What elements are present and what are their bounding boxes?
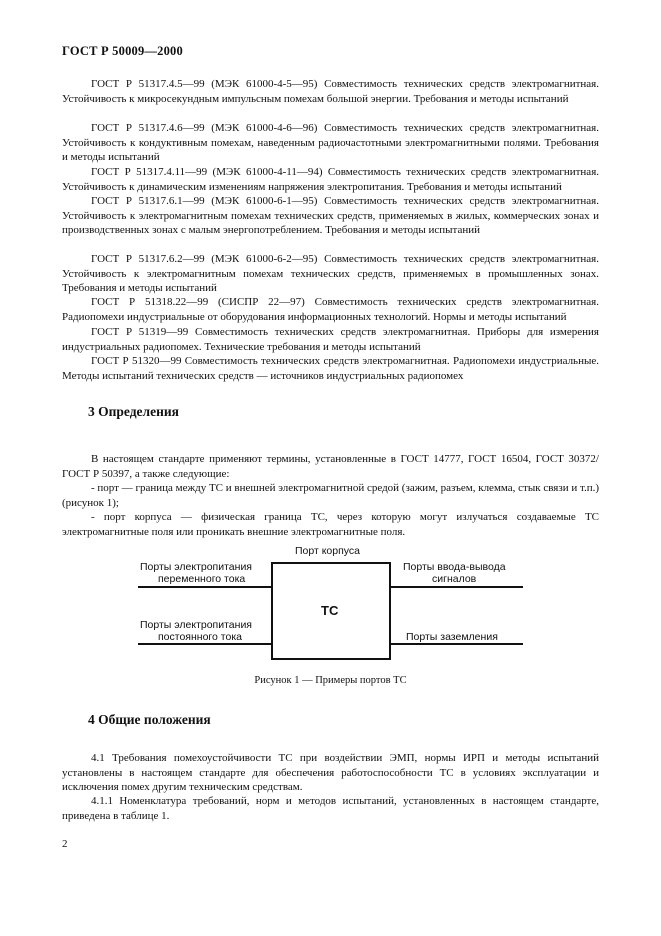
clause-4-1: 4.1 Требования помехоустойчивости ТС при воздействии ЭМП, нормы ИРП и методы испытаний установлены в настоящем стандарте для обеспечения работоспособности ТС в условиях эксплуатации и исключения помех другим техническим средствам. — [62, 752, 599, 794]
definition-enclosure-port: - порт корпуса — физическая граница ТС, через которую могут излучаться создаваемые ТС электромагнитные поля или проникать внешние электромагнитные поля. — [62, 511, 599, 538]
reference-item: ГОСТ Р 51320—99 Совместимость технических средств электромагнитная. Радиопомехи индустриальные. Методы испытаний технических средств — источников индустриальных радиопомех — [62, 355, 599, 382]
dc-power-port-label-line2: постоянного тока — [158, 631, 242, 643]
definitions-intro: В настоящем стандарте применяют термины, установленные в ГОСТ 14777, ГОСТ 16504, ГОСТ 30372/ГОСТ Р 50397, а также следующие: — [62, 453, 599, 480]
equipment-label: ТС — [321, 603, 339, 618]
reference-item: ГОСТ Р 51317.4.6—99 (МЭК 61000-4-6—96) Совместимость технических средств электромагнитная. Устойчивость к кондуктивным помехам, наведенным радиочастотными электромагнитными полями. Требования и методы испытаний — [62, 122, 599, 164]
reference-item: ГОСТ Р 51317.6.2—99 (МЭК 61000-6-2—95) Совместимость технических средств электромагнитная. Устойчивость к электромагнитным помехам технических средств, применяемых в промышленных зонах. Требования и методы испытаний — [62, 253, 599, 295]
section-4-title: 4 Общие положения — [88, 712, 211, 727]
figure-ports-diagram — [138, 543, 523, 663]
definition-port: - порт — граница между ТС и внешней электромагнитной средой (зажим, разъем, клемма, стык связи и т.п.) (рисунок 1); — [62, 482, 599, 509]
signal-io-port-label-line1: Порты ввода-вывода — [403, 561, 506, 573]
ac-power-port-label-line1: Порты электропитания — [140, 561, 252, 573]
document-code-header: ГОСТ Р 50009—2000 — [62, 44, 183, 58]
clause-4-1-1: 4.1.1 Номенклатура требований, норм и методов испытаний, установленных в настоящем стандарте, приведена в таблице 1. — [62, 795, 599, 822]
page-number: 2 — [62, 838, 68, 850]
reference-item: ГОСТ Р 51319—99 Совместимость технических средств электромагнитная. Приборы для измерения индустриальных радиопомех. Технические требования и методы испытаний — [62, 326, 599, 353]
section-3-title: 3 Определения — [88, 404, 179, 419]
enclosure-port-label: Порт корпуса — [295, 545, 361, 557]
reference-item: ГОСТ Р 51318.22—99 (СИСПР 22—97) Совместимость технических средств электромагнитная. Радиопомехи индустриальные от оборудования информационных технологий. Нормы и методы испытаний — [62, 296, 599, 323]
signal-io-port-label-line2: сигналов — [432, 573, 477, 585]
earth-port-label: Порты заземления — [406, 631, 498, 643]
figure-caption: Рисунок 1 — Примеры портов ТС — [254, 675, 407, 686]
ac-power-port-label-line2: переменного тока — [158, 573, 246, 585]
dc-power-port-label-line1: Порты электропитания — [140, 619, 252, 631]
reference-item: ГОСТ Р 51317.6.1—99 (МЭК 61000-6-1—95) Совместимость технических средств электромагнитная. Устойчивость к электромагнитным помехам технических средств, применяемых в жилых, коммерческих зонах и производственных зонах с малым энергопотреблением. Требования и методы испытаний — [62, 195, 599, 237]
reference-item: ГОСТ Р 51317.4.11—99 (МЭК 61000-4-11—94) Совместимость технических средств электромагнитная. Устойчивость к динамическим изменениям напряжения электропитания. Требования и методы испытаний — [62, 166, 599, 193]
reference-item: ГОСТ Р 51317.4.5—99 (МЭК 61000-4-5—95) Совместимость технических средств электромагнитная. Устойчивость к микросекундным импульсным помехам большой энергии. Требования и методы испытаний — [62, 78, 599, 105]
